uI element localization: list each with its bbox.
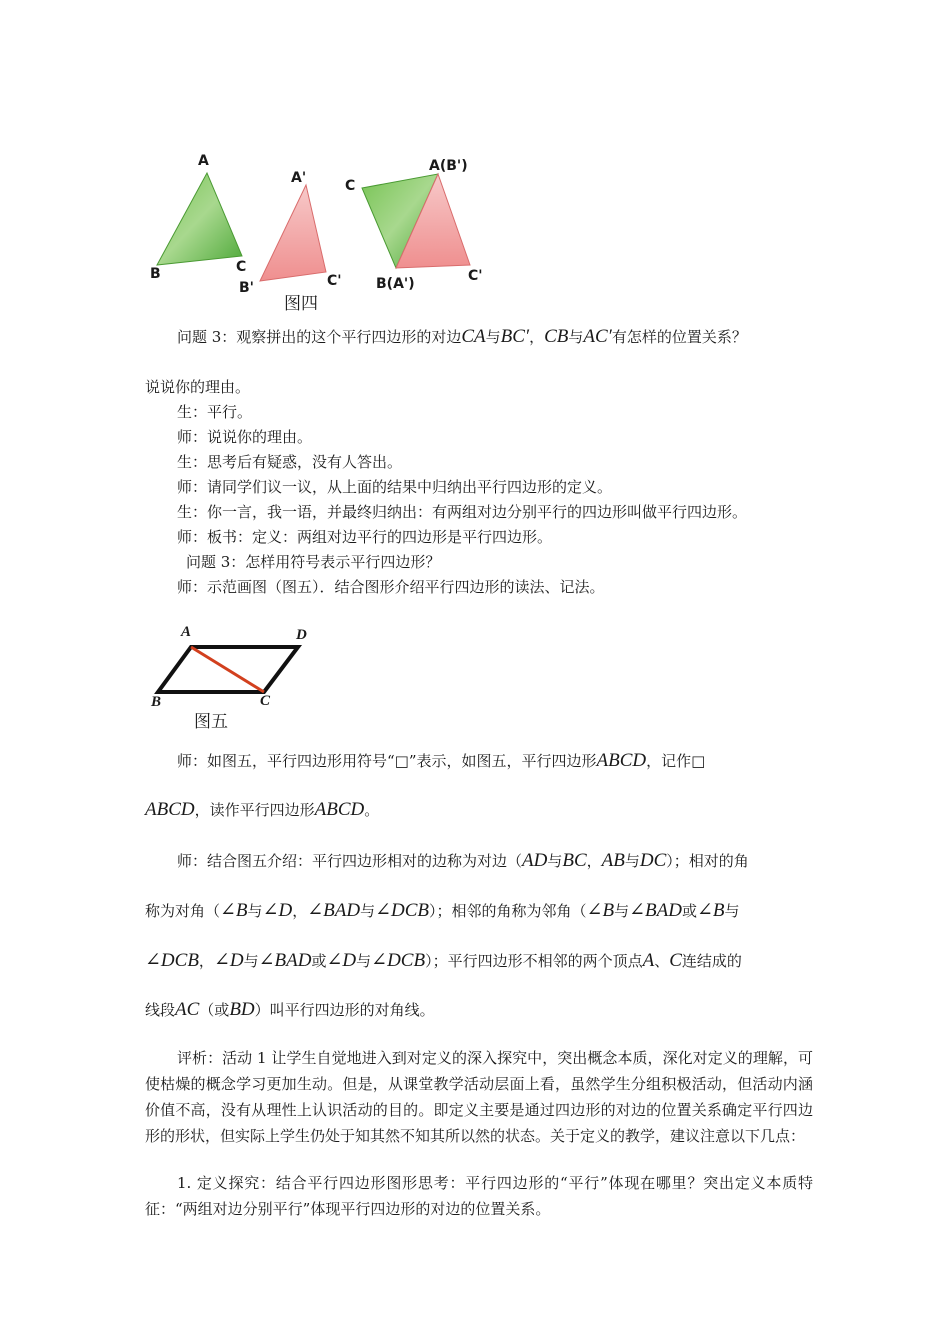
math: ∠BAD: [258, 950, 312, 971]
intro-text: （或: [199, 1001, 230, 1019]
math: ∠B: [696, 900, 725, 921]
point-1-paragraph: 1. 定义探究：结合平行四边形图形思考：平行四边形的“平行”体现在哪里？突出定义本质特征：“两组对边分别平行”体现平行四边形的对边的位置关系。: [145, 1174, 813, 1218]
green-triangle: [157, 173, 242, 265]
q3-prefix: 问题 3：观察拼出的这个平行四边形的对边: [177, 328, 462, 346]
notation-line-2: [145, 799, 379, 821]
intro-text: 与: [547, 852, 563, 870]
math: AD: [522, 850, 548, 871]
notation-text: 师：如图五，平行四边形用符号“: [177, 752, 395, 770]
label-p-ab: A(B'): [429, 158, 468, 174]
dialogue-line: 师：请同学们议一议，从上面的结果中归纳出平行四边形的定义。: [177, 478, 613, 496]
intro-text: 与: [243, 952, 259, 970]
label-p-c: C: [345, 178, 356, 194]
math: ∠BAD: [629, 900, 682, 921]
intro-text: 或: [311, 952, 327, 970]
intro-text: 线段: [145, 1001, 176, 1019]
parallelogram-symbol: □: [394, 752, 409, 770]
figure-4-caption: 图四: [284, 294, 318, 314]
intro-text: ）；相邻的角称为邻角（: [429, 902, 587, 920]
figure-5-caption: 图五: [194, 712, 228, 732]
notation-text: ”表示，如图五，平行四边形: [408, 752, 597, 770]
intro-text: 、: [654, 952, 670, 970]
fig5-label-b: B: [151, 694, 162, 710]
intro-text: 与: [247, 902, 263, 920]
intro-text: 与: [624, 852, 640, 870]
intro-text: 与: [360, 902, 376, 920]
math: ∠B: [220, 900, 248, 921]
intro-text: ，: [586, 852, 602, 870]
label-t1-c: C: [236, 259, 247, 275]
notation-text: 。: [364, 801, 380, 819]
q3-word-2: 与: [568, 328, 584, 346]
math: ∠D: [262, 900, 293, 921]
intro-text: 或: [681, 902, 697, 920]
math: ∠DCB: [145, 950, 199, 971]
intro-text: ）；相对的角: [666, 852, 749, 870]
dialogue-line: 师：板书：定义：两组对边平行的四边形是平行四边形。: [177, 528, 553, 546]
intro-line-4: [145, 999, 435, 1021]
parallelogram-symbol: □: [691, 752, 706, 770]
label-t2-c: C': [327, 273, 342, 289]
math: ∠DCB: [371, 950, 426, 971]
label-p-c2: C': [468, 268, 483, 284]
q3-math-cb: CB: [544, 326, 569, 347]
notation-line-1: [177, 750, 705, 772]
intro-line-2: [145, 899, 740, 922]
math: C: [669, 950, 682, 971]
intro-text: 连结成的: [681, 952, 742, 970]
dialogue-line: 师：说说你的理由。: [177, 428, 313, 446]
q3-word-1: 与: [485, 328, 501, 346]
fig5-label-d: D: [296, 627, 307, 643]
label-t2-a: A': [291, 170, 307, 186]
dialogue-line: 问题 3：怎样用符号表示平行四边形？: [186, 553, 441, 571]
q3-math-ac: AC′: [583, 326, 612, 347]
notation-text: ，记作: [646, 752, 692, 770]
q3-math-ca: CA: [461, 326, 486, 347]
dialogue-line: 师：示范画图（图五）．结合图形介绍平行四边形的读法、记法。: [177, 578, 605, 596]
intro-text: 与: [614, 902, 630, 920]
math: DC: [639, 850, 667, 871]
q3-suffix: 有怎样的位置关系？: [611, 328, 747, 346]
math: ∠B: [586, 900, 615, 921]
math-abcd: ABCD: [596, 750, 647, 771]
math-abcd: ABCD: [145, 799, 195, 820]
diagonal-ac: [191, 647, 264, 692]
label-t1-b: B: [150, 266, 161, 282]
intro-line-1: [177, 850, 749, 872]
math: ∠D: [213, 950, 244, 971]
intro-line-3: [145, 949, 742, 972]
intro-text: ）叫平行四边形的对角线。: [254, 1001, 435, 1019]
math: ∠DCB: [375, 900, 430, 921]
intro-text: 与: [724, 902, 740, 920]
q3-sep: ，: [529, 328, 545, 346]
question-3-line: [177, 326, 747, 348]
fig5-label-a: A: [181, 624, 192, 640]
math-abcd: ABCD: [314, 799, 365, 820]
math: AB: [601, 850, 625, 871]
math: BD: [229, 999, 255, 1020]
dialogue-line: 生：你一言，我一语，并最终归纳出：有两组对边分别平行的四边形叫做平行四边形。: [177, 503, 748, 521]
math: BC: [562, 850, 587, 871]
pink-triangle: [260, 185, 326, 281]
math: ∠BAD: [307, 900, 361, 921]
math: ∠D: [326, 950, 357, 971]
intro-text: 称为对角（: [145, 902, 221, 920]
intro-text: ）；平行四边形不相邻的两个顶点: [425, 952, 643, 970]
label-t2-b: B': [239, 280, 254, 296]
q3-math-bc: BC′: [500, 326, 530, 347]
intro-text: ，: [292, 902, 308, 920]
math: AC: [175, 999, 200, 1020]
label-t1-a: A: [198, 153, 209, 169]
label-p-ba: B(A'): [376, 276, 415, 292]
review-paragraph: 评析：活动 1 让学生自觉地进入到对定义的深入探究中，突出概念本质，深化对定义的理解，可使枯燥的概念学习更加生动。但是，从课堂教学活动层面上看，虽然学生分组积极活动，但活动内涵价值不高，没有从理性上认识活动的目的。即定义主要是通过四边形的对边的位置关系确定平行四边形的形状，但实际上学生仍处于知其然不知其所以然的状态。关于定义的教学，建议注意以下几点：: [145, 1049, 813, 1145]
intro-text: 师：结合图五介绍：平行四边形相对的边称为对边（: [177, 852, 523, 870]
fig5-label-c: C: [260, 693, 271, 709]
dialogue-line: 生：平行。: [177, 403, 253, 421]
math: A: [642, 950, 655, 971]
intro-text: 与: [356, 952, 372, 970]
dialogue-line: 生：思考后有疑惑，没有人答出。: [177, 453, 403, 471]
intro-text: ，: [198, 952, 214, 970]
dialogue-line: 说说你的理由。: [145, 378, 251, 396]
notation-text: ，读作平行四边形: [194, 801, 315, 819]
